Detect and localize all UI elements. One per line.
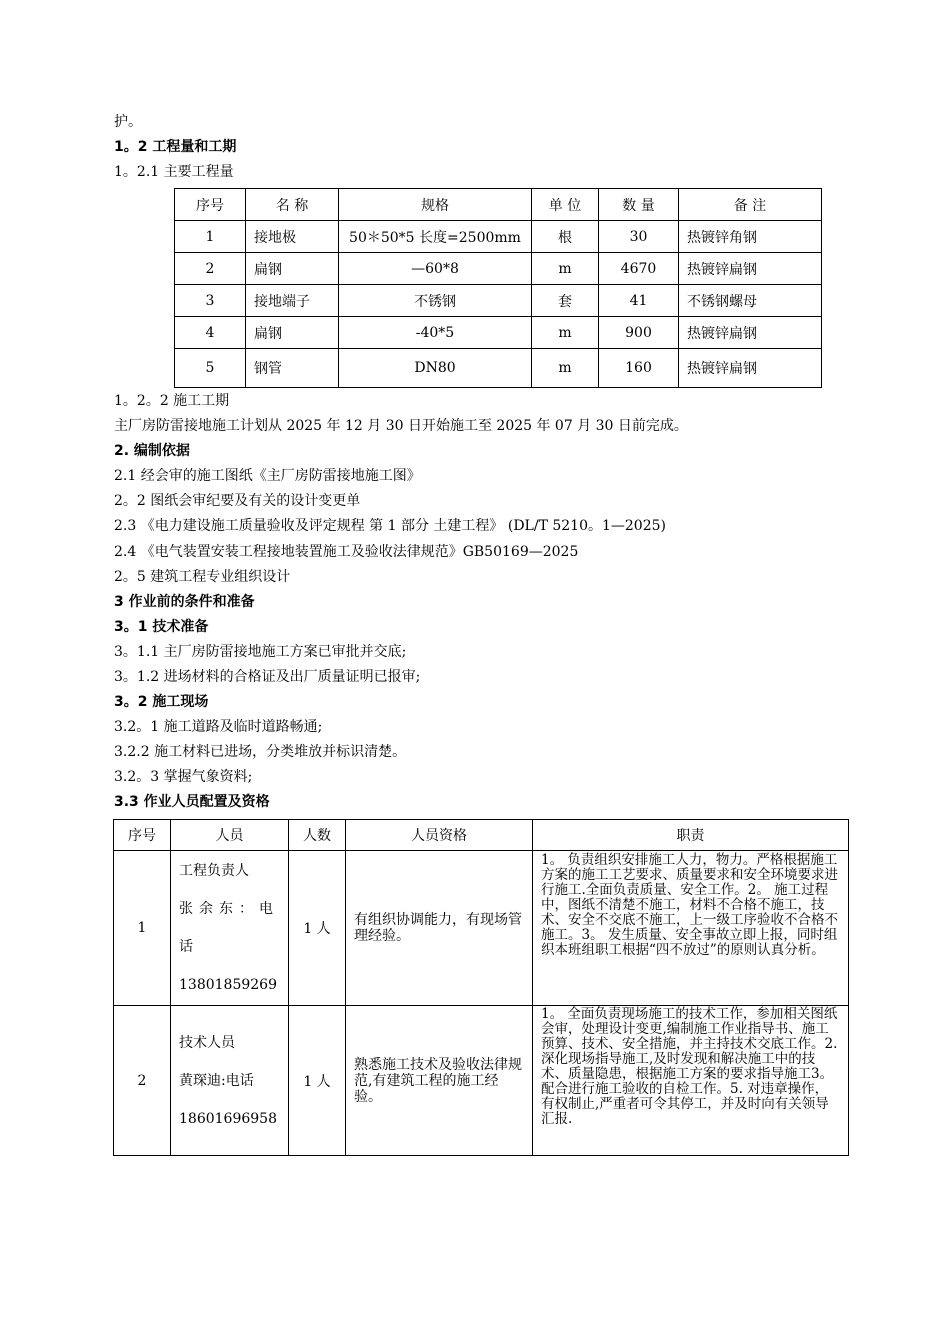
phone: 18601696958 [179,1110,277,1127]
cell: 1 人 [289,1006,346,1156]
table-row [175,349,822,388]
cell: 热镀锌扁钢 [679,253,822,285]
table-row [114,851,849,1006]
cell: 根 [532,221,599,253]
cell: 50＊50*5 长度=2500mm [339,221,532,253]
person-cell [171,1006,289,1156]
table-row [114,1006,849,1156]
cell: 扁钢 [246,253,339,285]
duties-cell: 1。 负责组织安排施工人力，物力。严格根据施工方案的施工工艺要求、质量要求和安全环境要求进行施工.全面负责质量、安全工作。2。 施工过程中，图纸不清楚不施工，材料不合格不施工，技术、安全不交底不施工，上一级工序验收不合格不施工。3。 发生质量、安全事故立即上报，同时组织本班组职工根据“四不放过”的原则认真分析。 [533,851,849,1006]
basis-item-2: 2。2 图纸会审纪要及有关的设计变更单 [114,493,361,509]
phone: 13801859269 [179,977,277,993]
quantities-table [174,188,822,388]
tech-prep-item-1: 3。1.1 主厂房防雷接地施工方案已审批并交底; [114,644,407,660]
basis-item-4: 2.4 《电气装置安装工程接地装置施工及验收法律规范》GB50169—2025 [114,544,579,560]
cell: 5 [175,349,246,388]
section-1-2-2-heading: 1。2。2 施工工期 [114,393,230,409]
cell: 1 [175,221,246,253]
cell: -40*5 [339,317,532,349]
name: 黄琛迪:电话 [179,1072,254,1089]
duties-cell: 1。 全面负责现场施工的技术工作，参加相关图纸会审，处理设计变更,编制施工作业指导书、施工预算、技术、安全措施，并主持技术交底工作。2. 深化现场指导施工,及时发现和解决施工中的技术、质量隐患，根据施工方案的要求指导施工3。 配合进行施工验收的自检工作。5. 对违章操作，有权制止,严重者可令其停工，并及时向有关领导汇报. [533,1006,849,1156]
cell: 41 [599,285,679,317]
table-row [175,253,822,285]
role: 工程负责人 [179,863,249,879]
basis-item-5: 2。5 建筑工程专业组织设计 [114,569,291,585]
intro-fragment: 护。 [114,114,142,130]
cell: 扁钢 [246,317,339,349]
section-3-3-heading: 3.3 作业人员配置及资格 [114,794,270,810]
header-cell: 序号 [114,820,171,851]
cell: —60*8 [339,253,532,285]
table-header-row [175,189,822,221]
section-1-2-heading: 1。2 工程量和工期 [114,139,237,155]
section-2-heading: 2. 编制依据 [114,443,190,459]
schedule-text: 主厂房防雷接地施工计划从 2025 年 12 月 30 日开始施工至 2025 年 07 月 30 日前完成。 [114,418,688,434]
cell: 热镀锌扁钢 [679,349,822,388]
cell: 热镀锌扁钢 [679,317,822,349]
header-cell: 备 注 [679,189,822,221]
cell: 900 [599,317,679,349]
cell: 接地端子 [246,285,339,317]
table-header-row [114,820,849,851]
cell: 不锈钢螺母 [679,285,822,317]
cell: 1 [114,851,171,1006]
section-1-2-1-heading: 1。2.1 主要工程量 [114,164,234,180]
cell: 钢管 [246,349,339,388]
cell: 套 [532,285,599,317]
cell: 不锈钢 [339,285,532,317]
header-cell: 人数 [289,820,346,851]
cell: 2 [175,253,246,285]
role: 技术人员 [179,1034,235,1051]
header-cell: 规格 [339,189,532,221]
cell: DN80 [339,349,532,388]
name: 张余东：电 [179,901,279,917]
header-cell: 人员 [171,820,289,851]
header-cell: 序号 [175,189,246,221]
section-3-2-heading: 3。2 施工现场 [114,694,209,710]
header-cell: 人员资格 [346,820,533,851]
header-cell: 名 称 [246,189,339,221]
cell: 30 [599,221,679,253]
table-row [175,317,822,349]
site-item-1: 3.2。1 施工道路及临时道路畅通; [114,719,323,735]
staff-table [113,819,849,1156]
cell: 3 [175,285,246,317]
cell: m [532,349,599,388]
qualification-cell: 有组织协调能力，有现场管理经验。 [346,851,533,1006]
basis-item-3: 2.3 《电力建设施工质量验收及评定规程 第 1 部分 土建工程》 (DL/T 5210。1—2025) [114,518,666,534]
cell: 2 [114,1006,171,1156]
qualification-cell: 熟悉施工技术及验收法律规范,有建筑工程的施工经验。 [346,1006,533,1156]
section-3-1-heading: 3。1 技术准备 [114,619,209,635]
cell: 4 [175,317,246,349]
header-cell: 单 位 [532,189,599,221]
basis-item-1: 2.1 经会审的施工图纸《主厂房防雷接地施工图》 [114,468,421,484]
cell: 1 人 [289,851,346,1006]
site-item-3: 3.2。3 掌握气象资料; [114,769,253,785]
name-continued: 话 [179,939,193,955]
cell: 热镀锌角钢 [679,221,822,253]
cell: 4670 [599,253,679,285]
table-row [175,285,822,317]
cell: m [532,317,599,349]
section-3-heading: 3 作业前的条件和准备 [114,594,255,610]
cell: m [532,253,599,285]
cell: 160 [599,349,679,388]
table-row [175,221,822,253]
tech-prep-item-2: 3。1.2 进场材料的合格证及出厂质量证明已报审; [114,669,421,685]
header-cell: 职责 [533,820,849,851]
header-cell: 数 量 [599,189,679,221]
site-item-2: 3.2.2 施工材料已进场，分类堆放并标识清楚。 [114,744,407,760]
cell: 接地极 [246,221,339,253]
person-cell [171,851,289,1006]
